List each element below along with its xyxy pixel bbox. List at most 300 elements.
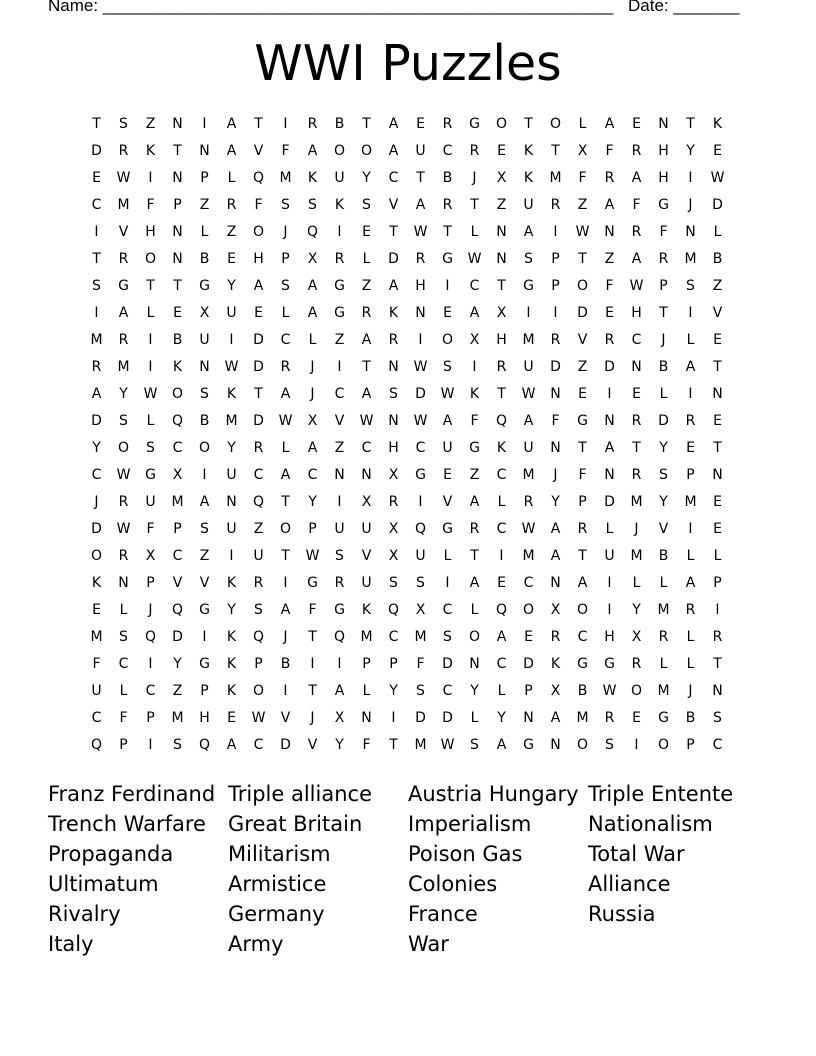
grid-letter[interactable]: E: [92, 602, 101, 618]
grid-letter[interactable]: J: [688, 683, 693, 699]
grid-letter[interactable]: E: [632, 386, 641, 402]
grid-letter[interactable]: D: [523, 656, 534, 672]
grid-letter[interactable]: I: [391, 710, 396, 726]
grid-letter[interactable]: U: [361, 575, 372, 591]
grid-letter[interactable]: Z: [334, 440, 345, 456]
grid-letter[interactable]: W: [413, 359, 428, 375]
grid-letter[interactable]: J: [688, 197, 693, 213]
grid-letter[interactable]: A: [496, 737, 507, 753]
grid-letter[interactable]: G: [469, 116, 480, 132]
grid-letter[interactable]: I: [445, 278, 450, 294]
grid-letter[interactable]: C: [712, 737, 723, 753]
grid-letter[interactable]: B: [712, 251, 723, 267]
grid-letter[interactable]: A: [604, 116, 615, 132]
grid-letter[interactable]: X: [334, 710, 345, 726]
grid-letter[interactable]: H: [658, 143, 669, 159]
grid-letter[interactable]: Y: [227, 440, 236, 456]
grid-letter[interactable]: S: [119, 629, 128, 645]
grid-letter[interactable]: L: [119, 683, 128, 699]
grid-letter[interactable]: V: [199, 575, 210, 591]
grid-letter[interactable]: S: [308, 197, 317, 213]
grid-letter[interactable]: Z: [253, 521, 264, 537]
grid-letter[interactable]: R: [469, 143, 480, 159]
grid-letter[interactable]: D: [442, 656, 453, 672]
name-field-label[interactable]: Name: ______________________________________________________: [48, 0, 614, 15]
grid-letter[interactable]: R: [631, 224, 642, 240]
grid-letter[interactable]: P: [578, 494, 587, 510]
grid-letter[interactable]: A: [388, 278, 399, 294]
grid-letter[interactable]: T: [92, 116, 101, 132]
grid-letter[interactable]: I: [310, 656, 315, 672]
grid-letter[interactable]: X: [307, 413, 318, 429]
grid-letter[interactable]: P: [173, 521, 182, 537]
grid-letter[interactable]: X: [388, 521, 399, 537]
grid-letter[interactable]: T: [497, 278, 506, 294]
grid-letter[interactable]: D: [415, 386, 426, 402]
grid-letter[interactable]: R: [631, 413, 642, 429]
grid-letter[interactable]: F: [632, 197, 641, 213]
grid-letter[interactable]: S: [389, 575, 398, 591]
grid-letter[interactable]: V: [253, 143, 264, 159]
grid-letter[interactable]: A: [361, 386, 372, 402]
grid-letter[interactable]: L: [308, 332, 317, 348]
grid-letter[interactable]: Y: [389, 683, 398, 699]
grid-letter[interactable]: A: [469, 494, 480, 510]
grid-letter[interactable]: R: [415, 251, 426, 267]
grid-letter[interactable]: P: [389, 656, 398, 672]
grid-letter[interactable]: S: [443, 629, 452, 645]
grid-letter[interactable]: Q: [252, 170, 265, 186]
grid-letter[interactable]: V: [280, 710, 291, 726]
grid-letter[interactable]: U: [226, 467, 237, 483]
grid-letter[interactable]: N: [226, 494, 237, 510]
grid-letter[interactable]: F: [308, 602, 317, 618]
grid-letter[interactable]: S: [281, 278, 290, 294]
grid-letter[interactable]: N: [712, 386, 723, 402]
grid-letter[interactable]: T: [713, 656, 722, 672]
grid-letter[interactable]: U: [334, 521, 345, 537]
grid-letter[interactable]: I: [634, 737, 639, 753]
grid-letter[interactable]: I: [418, 494, 423, 510]
grid-letter[interactable]: P: [173, 197, 182, 213]
grid-letter[interactable]: W: [710, 170, 725, 186]
grid-letter[interactable]: T: [281, 548, 290, 564]
grid-letter[interactable]: P: [281, 251, 290, 267]
grid-letter[interactable]: E: [713, 521, 722, 537]
grid-letter[interactable]: H: [253, 251, 264, 267]
grid-letter[interactable]: Z: [172, 683, 183, 699]
grid-letter[interactable]: I: [607, 386, 612, 402]
grid-letter[interactable]: D: [91, 521, 102, 537]
grid-letter[interactable]: W: [575, 224, 590, 240]
grid-letter[interactable]: Y: [308, 494, 317, 510]
grid-letter[interactable]: V: [388, 197, 399, 213]
grid-letter[interactable]: P: [362, 656, 371, 672]
grid-letter[interactable]: R: [685, 413, 696, 429]
grid-letter[interactable]: Z: [199, 197, 210, 213]
grid-letter[interactable]: Y: [659, 440, 668, 456]
grid-letter[interactable]: T: [254, 116, 263, 132]
grid-letter[interactable]: A: [253, 278, 264, 294]
grid-letter[interactable]: Z: [145, 116, 156, 132]
grid-letter[interactable]: R: [550, 629, 561, 645]
grid-letter[interactable]: N: [118, 575, 129, 591]
grid-letter[interactable]: D: [172, 629, 183, 645]
grid-letter[interactable]: N: [685, 224, 696, 240]
grid-letter[interactable]: T: [254, 386, 263, 402]
grid-letter[interactable]: D: [577, 305, 588, 321]
grid-letter[interactable]: V: [361, 548, 372, 564]
grid-letter[interactable]: U: [226, 305, 237, 321]
grid-letter[interactable]: F: [605, 278, 614, 294]
grid-letter[interactable]: O: [576, 737, 589, 753]
grid-letter[interactable]: E: [713, 332, 722, 348]
grid-letter[interactable]: Q: [252, 494, 265, 510]
grid-letter[interactable]: R: [118, 251, 129, 267]
grid-letter[interactable]: K: [226, 683, 237, 699]
grid-letter[interactable]: T: [632, 440, 641, 456]
grid-letter[interactable]: W: [440, 737, 455, 753]
grid-letter[interactable]: O: [279, 521, 292, 537]
grid-letter[interactable]: A: [280, 467, 291, 483]
grid-letter[interactable]: A: [604, 197, 615, 213]
grid-letter[interactable]: X: [577, 143, 588, 159]
grid-letter[interactable]: D: [604, 359, 615, 375]
grid-letter[interactable]: A: [199, 494, 210, 510]
grid-letter[interactable]: T: [686, 116, 695, 132]
grid-letter[interactable]: G: [334, 278, 345, 294]
grid-letter[interactable]: L: [686, 629, 695, 645]
grid-letter[interactable]: J: [148, 602, 153, 618]
grid-letter[interactable]: P: [686, 467, 695, 483]
grid-letter[interactable]: I: [445, 575, 450, 591]
grid-letter[interactable]: K: [145, 143, 156, 159]
grid-letter[interactable]: O: [522, 602, 535, 618]
grid-letter[interactable]: F: [254, 197, 263, 213]
grid-letter[interactable]: A: [685, 359, 696, 375]
grid-letter[interactable]: B: [577, 683, 588, 699]
grid-letter[interactable]: Y: [119, 386, 128, 402]
grid-letter[interactable]: A: [226, 143, 237, 159]
grid-letter[interactable]: I: [283, 683, 288, 699]
grid-letter[interactable]: I: [202, 629, 207, 645]
grid-letter[interactable]: R: [361, 305, 372, 321]
grid-letter[interactable]: E: [92, 170, 101, 186]
grid-letter[interactable]: C: [442, 683, 453, 699]
grid-letter[interactable]: A: [388, 143, 399, 159]
grid-letter[interactable]: D: [253, 332, 264, 348]
grid-letter[interactable]: Y: [686, 143, 695, 159]
grid-letter[interactable]: Q: [387, 602, 400, 618]
grid-letter[interactable]: I: [337, 224, 342, 240]
grid-letter[interactable]: L: [713, 548, 722, 564]
grid-letter[interactable]: K: [226, 386, 237, 402]
grid-letter[interactable]: E: [497, 575, 506, 591]
grid-letter[interactable]: Y: [92, 440, 101, 456]
grid-letter[interactable]: T: [524, 116, 533, 132]
grid-letter[interactable]: T: [551, 143, 560, 159]
grid-letter[interactable]: X: [361, 494, 372, 510]
grid-letter[interactable]: J: [310, 710, 315, 726]
grid-letter[interactable]: T: [416, 170, 425, 186]
grid-letter[interactable]: M: [657, 683, 670, 699]
grid-letter[interactable]: N: [172, 116, 183, 132]
grid-letter[interactable]: I: [418, 332, 423, 348]
grid-letter[interactable]: A: [226, 737, 237, 753]
grid-letter[interactable]: Z: [496, 197, 507, 213]
grid-letter[interactable]: E: [713, 143, 722, 159]
grid-letter[interactable]: E: [713, 413, 722, 429]
grid-letter[interactable]: Y: [227, 602, 236, 618]
grid-letter[interactable]: C: [172, 440, 183, 456]
grid-letter[interactable]: T: [578, 548, 587, 564]
grid-letter[interactable]: T: [578, 440, 587, 456]
grid-letter[interactable]: L: [497, 494, 506, 510]
grid-letter[interactable]: N: [361, 467, 372, 483]
grid-letter[interactable]: E: [443, 467, 452, 483]
grid-letter[interactable]: Q: [495, 413, 508, 429]
grid-letter[interactable]: I: [337, 656, 342, 672]
grid-letter[interactable]: C: [280, 332, 291, 348]
grid-letter[interactable]: X: [415, 602, 426, 618]
grid-letter[interactable]: C: [307, 467, 318, 483]
grid-letter[interactable]: S: [146, 440, 155, 456]
grid-letter[interactable]: G: [334, 305, 345, 321]
grid-letter[interactable]: R: [496, 359, 507, 375]
grid-letter[interactable]: G: [577, 656, 588, 672]
grid-letter[interactable]: Q: [171, 602, 184, 618]
grid-letter[interactable]: D: [415, 710, 426, 726]
grid-letter[interactable]: C: [172, 548, 183, 564]
grid-letter[interactable]: M: [360, 629, 373, 645]
grid-letter[interactable]: F: [146, 521, 155, 537]
grid-letter[interactable]: B: [172, 332, 183, 348]
grid-letter[interactable]: A: [523, 224, 534, 240]
grid-letter[interactable]: H: [199, 710, 210, 726]
grid-letter[interactable]: P: [146, 710, 155, 726]
grid-letter[interactable]: M: [171, 494, 184, 510]
grid-letter[interactable]: U: [199, 332, 210, 348]
grid-letter[interactable]: P: [308, 521, 317, 537]
grid-letter[interactable]: L: [200, 224, 209, 240]
grid-letter[interactable]: T: [659, 305, 668, 321]
grid-letter[interactable]: N: [550, 386, 561, 402]
grid-letter[interactable]: S: [335, 548, 344, 564]
grid-letter[interactable]: L: [443, 548, 452, 564]
grid-letter[interactable]: C: [91, 197, 102, 213]
grid-letter[interactable]: C: [469, 278, 480, 294]
grid-letter[interactable]: S: [713, 710, 722, 726]
grid-letter[interactable]: C: [577, 629, 588, 645]
grid-letter[interactable]: U: [361, 521, 372, 537]
grid-letter[interactable]: O: [495, 116, 508, 132]
grid-letter[interactable]: M: [684, 251, 697, 267]
grid-letter[interactable]: R: [253, 575, 264, 591]
grid-letter[interactable]: K: [523, 170, 534, 186]
grid-letter[interactable]: Z: [577, 359, 588, 375]
grid-letter[interactable]: A: [685, 575, 696, 591]
grid-letter[interactable]: T: [713, 440, 722, 456]
grid-letter[interactable]: T: [92, 251, 101, 267]
grid-letter[interactable]: X: [307, 251, 318, 267]
grid-letter[interactable]: C: [496, 467, 507, 483]
grid-letter[interactable]: L: [659, 656, 668, 672]
grid-letter[interactable]: N: [334, 467, 345, 483]
grid-letter[interactable]: U: [442, 440, 453, 456]
grid-letter[interactable]: N: [550, 440, 561, 456]
grid-letter[interactable]: I: [499, 548, 504, 564]
grid-letter[interactable]: G: [199, 656, 210, 672]
grid-letter[interactable]: M: [117, 197, 130, 213]
grid-letter[interactable]: I: [553, 224, 558, 240]
grid-letter[interactable]: A: [550, 521, 561, 537]
grid-letter[interactable]: F: [578, 170, 587, 186]
grid-letter[interactable]: W: [413, 413, 428, 429]
grid-letter[interactable]: T: [362, 116, 371, 132]
grid-letter[interactable]: A: [496, 629, 507, 645]
grid-letter[interactable]: C: [145, 683, 156, 699]
grid-letter[interactable]: C: [118, 656, 129, 672]
grid-letter[interactable]: L: [686, 656, 695, 672]
grid-letter[interactable]: Y: [551, 494, 560, 510]
grid-letter[interactable]: S: [200, 386, 209, 402]
grid-letter[interactable]: Q: [198, 737, 211, 753]
grid-letter[interactable]: N: [550, 737, 561, 753]
grid-letter[interactable]: R: [334, 575, 345, 591]
grid-letter[interactable]: I: [148, 359, 153, 375]
grid-letter[interactable]: B: [658, 548, 669, 564]
grid-letter[interactable]: Z: [577, 197, 588, 213]
grid-letter[interactable]: G: [523, 278, 534, 294]
grid-letter[interactable]: F: [92, 656, 101, 672]
grid-letter[interactable]: I: [688, 305, 693, 321]
grid-letter[interactable]: J: [472, 170, 477, 186]
grid-letter[interactable]: R: [118, 143, 129, 159]
grid-letter[interactable]: K: [91, 575, 102, 591]
grid-letter[interactable]: R: [631, 143, 642, 159]
grid-letter[interactable]: Z: [226, 224, 237, 240]
grid-letter[interactable]: E: [686, 440, 695, 456]
grid-letter[interactable]: U: [253, 548, 264, 564]
grid-letter[interactable]: E: [227, 710, 236, 726]
grid-letter[interactable]: G: [145, 467, 156, 483]
grid-letter[interactable]: C: [253, 467, 264, 483]
grid-letter[interactable]: G: [442, 251, 453, 267]
grid-letter[interactable]: L: [659, 575, 668, 591]
grid-letter[interactable]: H: [631, 305, 642, 321]
grid-letter[interactable]: B: [442, 170, 453, 186]
grid-letter[interactable]: X: [496, 305, 507, 321]
grid-letter[interactable]: K: [469, 386, 480, 402]
grid-letter[interactable]: N: [172, 224, 183, 240]
grid-letter[interactable]: K: [712, 116, 723, 132]
grid-letter[interactable]: C: [496, 656, 507, 672]
grid-letter[interactable]: V: [334, 413, 345, 429]
grid-letter[interactable]: U: [145, 494, 156, 510]
grid-letter[interactable]: K: [550, 656, 561, 672]
grid-letter[interactable]: I: [337, 359, 342, 375]
grid-letter[interactable]: F: [578, 467, 587, 483]
grid-letter[interactable]: I: [202, 116, 207, 132]
grid-letter[interactable]: W: [116, 170, 131, 186]
grid-letter[interactable]: U: [415, 143, 426, 159]
grid-letter[interactable]: N: [415, 305, 426, 321]
grid-letter[interactable]: E: [524, 629, 533, 645]
grid-letter[interactable]: D: [253, 413, 264, 429]
grid-letter[interactable]: G: [118, 278, 129, 294]
grid-letter[interactable]: C: [361, 440, 372, 456]
grid-letter[interactable]: E: [443, 305, 452, 321]
grid-letter[interactable]: T: [308, 683, 317, 699]
grid-letter[interactable]: J: [661, 332, 666, 348]
grid-letter[interactable]: L: [227, 170, 236, 186]
grid-letter[interactable]: O: [576, 602, 589, 618]
grid-letter[interactable]: V: [577, 332, 588, 348]
grid-letter[interactable]: M: [630, 494, 643, 510]
grid-letter[interactable]: A: [631, 170, 642, 186]
grid-letter[interactable]: E: [173, 305, 182, 321]
grid-letter[interactable]: O: [657, 737, 670, 753]
grid-letter[interactable]: G: [334, 602, 345, 618]
grid-letter[interactable]: G: [307, 575, 318, 591]
grid-letter[interactable]: K: [226, 575, 237, 591]
grid-letter[interactable]: V: [118, 224, 129, 240]
grid-letter[interactable]: D: [604, 494, 615, 510]
grid-letter[interactable]: Y: [362, 170, 371, 186]
grid-letter[interactable]: W: [413, 224, 428, 240]
grid-letter[interactable]: W: [440, 386, 455, 402]
grid-letter[interactable]: M: [414, 737, 427, 753]
grid-letter[interactable]: D: [388, 251, 399, 267]
grid-letter[interactable]: O: [630, 683, 643, 699]
grid-letter[interactable]: A: [550, 710, 561, 726]
grid-letter[interactable]: N: [631, 359, 642, 375]
grid-letter[interactable]: P: [200, 683, 209, 699]
grid-letter[interactable]: S: [254, 602, 263, 618]
grid-letter[interactable]: O: [252, 224, 265, 240]
grid-letter[interactable]: L: [632, 575, 641, 591]
grid-letter[interactable]: B: [199, 251, 210, 267]
grid-letter[interactable]: R: [469, 521, 480, 537]
grid-letter[interactable]: K: [523, 143, 534, 159]
grid-letter[interactable]: Y: [335, 737, 344, 753]
grid-letter[interactable]: H: [658, 170, 669, 186]
grid-letter[interactable]: B: [334, 116, 345, 132]
grid-letter[interactable]: A: [469, 575, 480, 591]
grid-letter[interactable]: M: [90, 332, 103, 348]
grid-letter[interactable]: N: [604, 413, 615, 429]
grid-letter[interactable]: V: [442, 494, 453, 510]
grid-letter[interactable]: M: [522, 332, 535, 348]
grid-letter[interactable]: A: [577, 575, 588, 591]
grid-letter[interactable]: B: [685, 710, 696, 726]
grid-letter[interactable]: G: [199, 278, 210, 294]
grid-letter[interactable]: G: [658, 710, 669, 726]
grid-letter[interactable]: G: [604, 656, 615, 672]
grid-letter[interactable]: S: [281, 197, 290, 213]
grid-letter[interactable]: Q: [171, 413, 184, 429]
grid-letter[interactable]: A: [91, 386, 102, 402]
grid-letter[interactable]: L: [281, 440, 290, 456]
grid-letter[interactable]: L: [281, 305, 290, 321]
grid-letter[interactable]: K: [388, 305, 399, 321]
grid-letter[interactable]: S: [686, 278, 695, 294]
grid-letter[interactable]: S: [389, 386, 398, 402]
grid-letter[interactable]: I: [688, 170, 693, 186]
grid-letter[interactable]: R: [685, 602, 696, 618]
grid-letter[interactable]: P: [713, 575, 722, 591]
grid-letter[interactable]: M: [576, 710, 589, 726]
